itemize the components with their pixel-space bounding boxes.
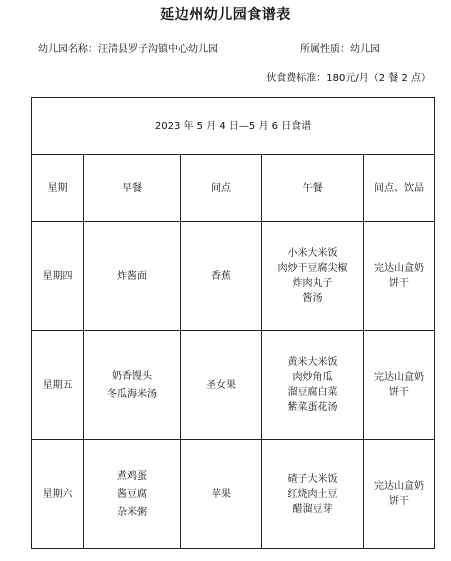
menu-item: 小米大米饭	[287, 248, 338, 259]
breakfast-cell	[84, 331, 181, 440]
snack-cell	[181, 440, 262, 549]
snack-cell	[181, 222, 262, 331]
menu-item: 黄米大米饭	[287, 357, 338, 368]
day-cell: 星期六	[32, 440, 84, 549]
menu-item: 肉炒角瓜	[292, 372, 333, 383]
table-header-row	[32, 155, 435, 222]
lunch-cell	[262, 222, 364, 331]
header-lunch: 午餐	[262, 155, 364, 222]
fee-standard: 伙食费标准：180元/月（2 餐 2 点）	[266, 73, 431, 84]
snack-drink-cell	[364, 331, 435, 440]
menu-item: 饼干	[389, 496, 410, 507]
menu-item: 饼干	[389, 278, 410, 289]
menu-item: 醋溜豆芽	[292, 503, 333, 515]
menu-item: 完达山盒奶	[374, 372, 425, 383]
table-row	[32, 222, 435, 331]
snack-drink-cell	[364, 440, 435, 549]
day-cell: 星期四	[32, 222, 84, 331]
breakfast-cell	[84, 440, 181, 549]
snack-cell	[181, 331, 262, 440]
day-cell: 星期五	[32, 331, 84, 440]
menu-item: 完达山盒奶	[374, 481, 425, 492]
menu-item: 奶香馒头	[112, 370, 152, 382]
kindergarten-name	[38, 40, 218, 55]
menu-item: 肉炒干豆腐尖椒	[277, 263, 348, 274]
menu-date-range: 2023 年 5 月 4 日—5 月 6 日食谱	[32, 98, 435, 155]
menu-item: 炸肉丸子	[292, 278, 333, 289]
lunch-cell	[262, 331, 364, 440]
menu-item: 完达山盒奶	[374, 263, 425, 274]
menu-item: 圣女果	[206, 379, 236, 391]
snack-drink-cell	[364, 222, 435, 331]
menu-item: 饼干	[389, 387, 410, 398]
menu-item: 苹果	[211, 488, 231, 500]
header-snack-drink: 间点、饮品	[364, 155, 435, 222]
kindergarten-nature-label: 所属性质：	[300, 44, 350, 55]
menu-item: 香蕉	[211, 270, 231, 282]
header-breakfast: 早餐	[84, 155, 181, 222]
kindergarten-nature-value: 幼儿园	[350, 44, 380, 55]
menu-item: 炸酱面	[117, 270, 147, 282]
menu-item: 酱汤	[302, 293, 323, 304]
lunch-cell	[262, 440, 364, 549]
kindergarten-name-value: 汪清县罗子沟镇中心幼儿园	[98, 44, 218, 55]
header-snack: 间点	[181, 155, 262, 222]
header-day: 星期	[32, 155, 84, 222]
table-row	[32, 440, 435, 549]
breakfast-cell	[84, 222, 181, 331]
menu-item: 溜豆腐白菜	[287, 387, 338, 398]
page-title: 延边州幼儿园食谱表	[160, 7, 291, 23]
menu-item: 杂米粥	[117, 506, 147, 518]
menu-item: 酱豆腐	[117, 488, 147, 500]
kindergarten-nature	[300, 40, 380, 55]
menu-item: 碴子大米饭	[287, 473, 338, 485]
table-row	[32, 331, 435, 440]
menu-item: 紫菜蛋花汤	[287, 402, 338, 413]
menu-item: 冬瓜海米汤	[107, 388, 157, 400]
menu-item: 煮鸡蛋	[117, 470, 147, 482]
kindergarten-name-label: 幼儿园名称：	[38, 44, 98, 55]
menu-item: 红烧肉土豆	[287, 488, 338, 500]
menu-table	[31, 97, 435, 549]
